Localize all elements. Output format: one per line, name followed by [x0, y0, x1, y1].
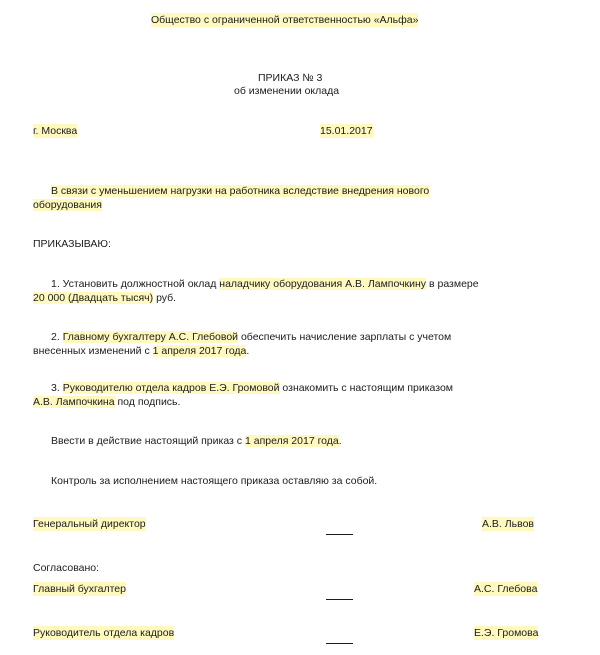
effective-prefix: Ввести в действие настоящий приказ с	[51, 435, 245, 447]
order-title: ПРИКАЗ № 3	[258, 72, 323, 84]
item-2-line-1	[51, 330, 451, 344]
item-1-line-2	[33, 291, 176, 305]
director-title: Генеральный директор	[33, 518, 146, 530]
item-3-line-2	[33, 395, 180, 409]
accountant-title: Главный бухгалтер	[33, 583, 126, 595]
item-2-line-2-prefix: внесенных изменений с	[33, 345, 153, 357]
preamble-text-2: оборудования	[33, 199, 102, 211]
item-2-date: 1 апреля 2017 года	[152, 345, 247, 357]
order-word: ПРИКАЗЫВАЮ:	[33, 238, 111, 250]
order-city: г. Москва	[33, 125, 78, 137]
hr-title: Руководитель отдела кадров	[33, 627, 175, 639]
company-name: Общество с ограниченной ответственностью «Альфа»	[151, 14, 419, 26]
item-2-suffix: обеспечить начисление зарплаты с учетом	[238, 331, 452, 343]
approved-label: Согласовано:	[33, 562, 100, 574]
order-date: 15.01.2017	[320, 125, 373, 137]
item-3-prefix: 3.	[51, 382, 63, 394]
item-3-suffix: ознакомить с настоящим приказом	[279, 382, 454, 394]
hr-signature-line	[326, 643, 353, 644]
item-2-recipient: Главному бухгалтеру А.С. Глебовой	[62, 331, 239, 343]
item-3-line-1	[51, 381, 453, 395]
item-1-line-1	[51, 277, 479, 291]
accountant-signature-line	[326, 599, 353, 600]
preamble-text-1: В связи с уменьшением нагрузки на работника вследствие внедрения нового	[51, 185, 430, 197]
item-3-recipient: Руководителю отдела кадров Е.Э. Громовой	[62, 382, 280, 394]
item-1-amount: 20 000 (Двадцать тысяч)	[33, 292, 154, 304]
accountant-name: А.С. Глебова	[474, 583, 538, 595]
effective-line	[51, 434, 342, 448]
item-1-prefix: 1. Установить должностной оклад	[51, 278, 220, 290]
item-3-line-2-suffix: под подпись.	[114, 396, 181, 408]
item-3-employee: А.В. Лампочкина	[33, 396, 115, 408]
control-line: Контроль за исполнением настоящего приказа оставляю за собой.	[51, 475, 378, 487]
item-1-suffix: в размере	[426, 278, 479, 290]
item-2-line-2-suffix: .	[246, 345, 250, 357]
preamble-line-1	[51, 184, 429, 198]
hr-name: Е.Э. Громова	[474, 627, 539, 639]
effective-suffix: .	[338, 435, 342, 447]
order-subject: об изменении оклада	[234, 85, 340, 97]
director-signature-line	[326, 534, 353, 535]
item-2-line-2	[33, 344, 249, 358]
item-1-recipient: наладчику оборудования А.В. Лампочкину	[219, 278, 427, 290]
director-name: А.В. Львов	[482, 518, 534, 530]
item-2-prefix: 2.	[51, 331, 63, 343]
item-1-currency: руб.	[153, 292, 177, 304]
preamble-line-2	[33, 198, 102, 212]
effective-date: 1 апреля 2017 года	[244, 435, 339, 447]
